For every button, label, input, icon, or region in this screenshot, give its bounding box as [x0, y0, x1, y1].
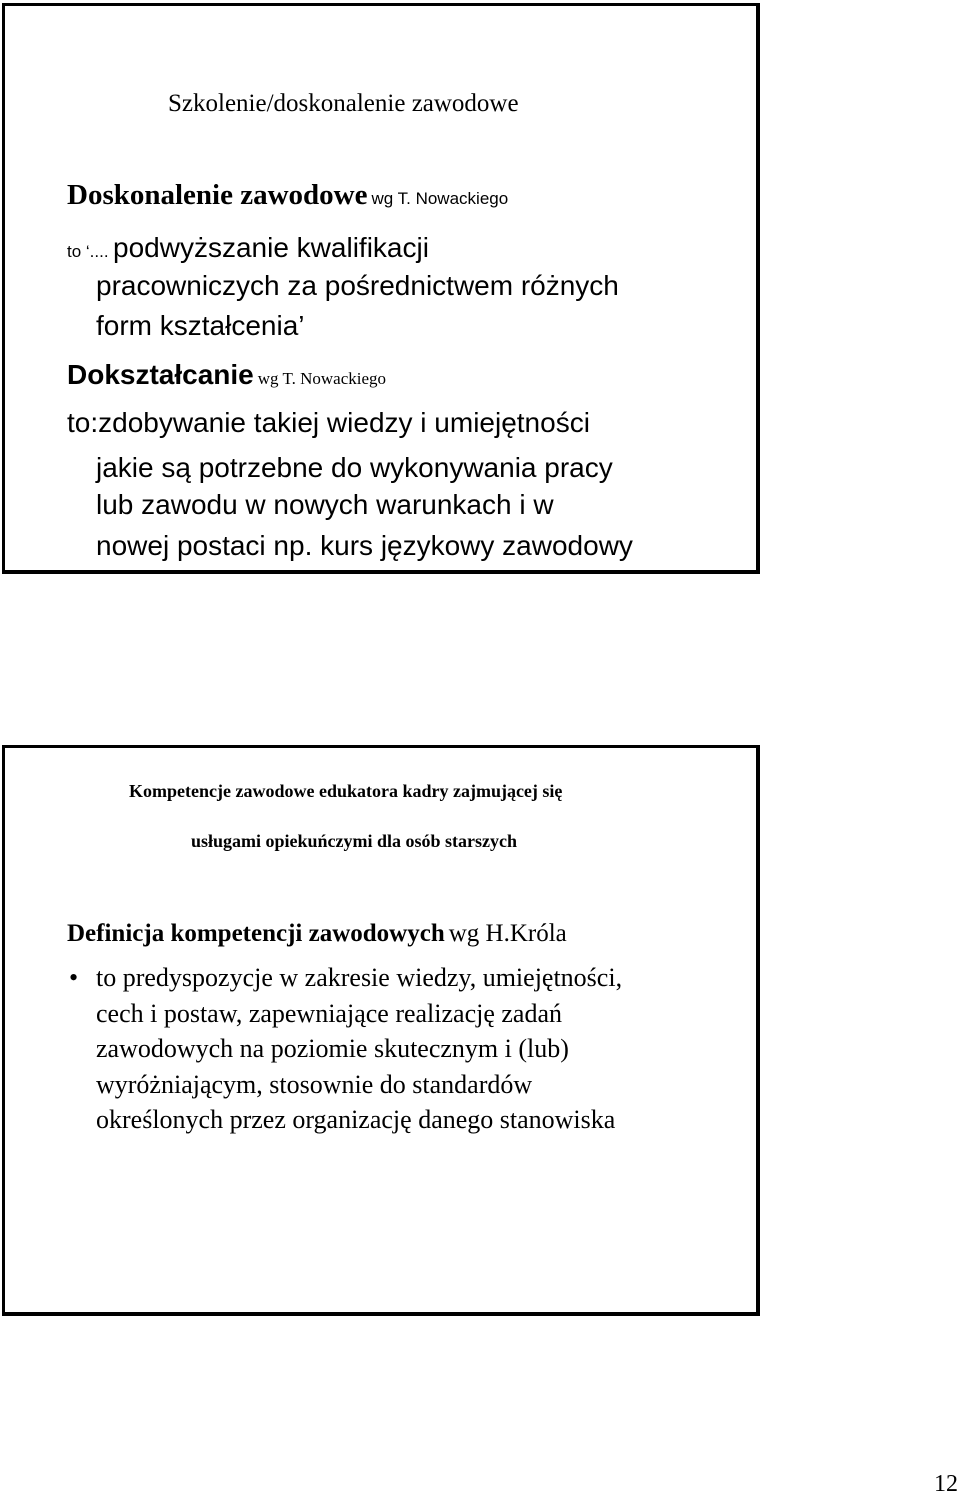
term-2-line-1: to:zdobywanie takiej wiedzy i umiejętności — [67, 407, 590, 438]
term-1-line-2: pracowniczych za pośrednictwem różnych — [96, 270, 619, 301]
definition-line-4: wyróżniającym, stosownie do standardów — [96, 1070, 533, 1099]
slide-2 — [2, 745, 760, 1316]
term-2-heading-text: Dokształcanie — [67, 359, 254, 390]
term-2-source: wg T. Nowackiego — [257, 369, 387, 388]
term-1-text-1: podwyższanie kwalifikacji — [113, 232, 429, 263]
term-2-line-3: lub zawodu w nowych warunkach i w — [96, 489, 554, 520]
definition-source: wg H.Króla — [448, 920, 567, 947]
definition-line-1: to predyspozycje w zakresie wiedzy, umiejętności, — [96, 963, 623, 992]
term-2-heading-wrap — [67, 359, 386, 391]
term-1-line-3: form kształcenia’ — [96, 310, 305, 341]
term-2-line-4: nowej postaci np. kurs językowy zawodowy — [96, 530, 633, 561]
definition-line-3: zawodowych na poziomie skutecznym i (lub) — [96, 1034, 569, 1063]
slide-2-title-line-1: Kompetencje zawodowe edukatora kadry zajmującej się — [129, 781, 563, 801]
term-1-line-1 — [67, 232, 429, 264]
definition-line-2: cech i postaw, zapewniające realizację zadań — [96, 999, 563, 1028]
slide-1-title: Szkolenie/doskonalenie zawodowe — [168, 90, 519, 117]
term-1-heading-line — [67, 179, 508, 212]
term-1-heading: Doskonalenie zawodowe — [67, 179, 368, 211]
slide-2-title-line-2: usługami opiekuńczymi dla osób starszych — [191, 831, 518, 851]
slide-1 — [2, 3, 760, 574]
definition-heading: Definicja kompetencji zawodowych — [67, 920, 445, 947]
definition-line-5: określonych przez organizację danego stanowiska — [96, 1105, 616, 1134]
page-number: 12 — [934, 1471, 958, 1497]
term-1-prefix: to ‘.... — [67, 242, 109, 261]
definition-heading-line — [67, 920, 567, 948]
term-2-line-2: jakie są potrzebne do wykonywania pracy — [96, 452, 613, 483]
term-1-source: wg T. Nowackiego — [371, 189, 509, 208]
bullet-icon: • — [69, 963, 79, 992]
